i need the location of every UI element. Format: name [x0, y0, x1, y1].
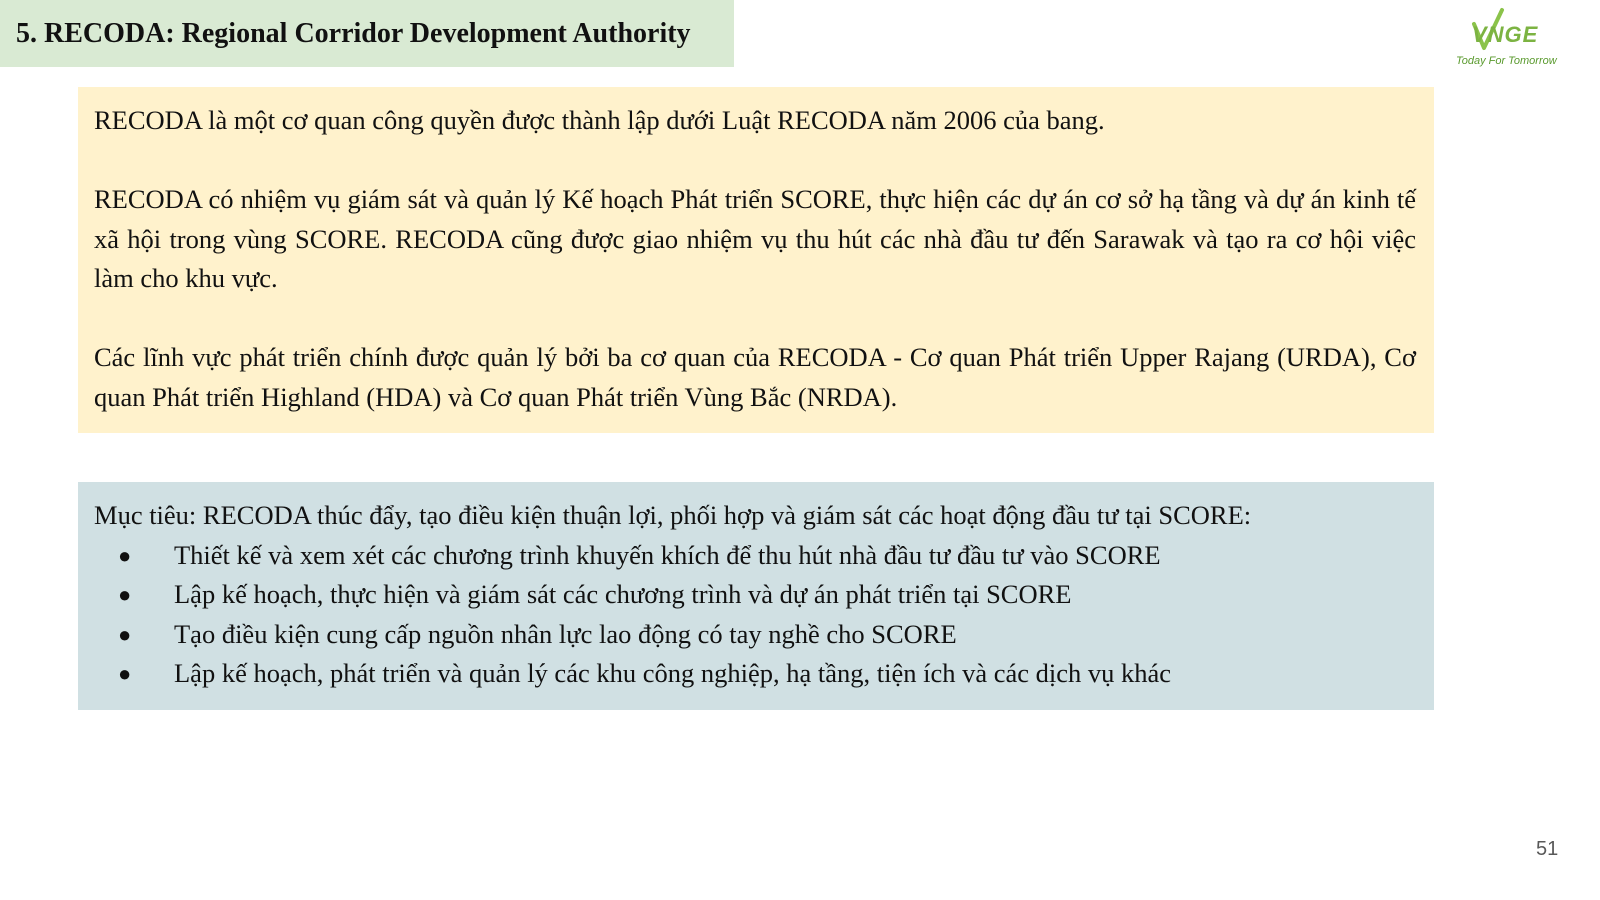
goal-text: Lập kế hoạch, thực hiện và giám sát các chương trình và dự án phát triển tại SCORE — [174, 579, 1072, 609]
list-item — [94, 654, 1416, 694]
intro-paragraph: RECODA là một cơ quan công quyền được thành lập dưới Luật RECODA năm 2006 của bang. — [94, 105, 1105, 135]
bullet-icon: ● — [118, 582, 132, 607]
bullet-icon: ● — [118, 661, 132, 686]
goals-box — [78, 482, 1434, 710]
goal-text: Lập kế hoạch, phát triển và quản lý các khu công nghiệp, hạ tầng, tiện ích và các dịch vụ khác — [174, 658, 1172, 688]
goals-list — [94, 536, 1416, 694]
list-item — [94, 536, 1416, 576]
intro-box — [78, 87, 1434, 433]
bullet-icon: ● — [118, 542, 132, 568]
slide-title-bar — [0, 0, 734, 67]
goals-intro: Mục tiêu: RECODA thúc đẩy, tạo điều kiện thuận lợi, phối hợp và giám sát các hoạt động đầu tư tại SCORE: — [94, 500, 1252, 530]
list-item — [94, 615, 1416, 655]
logo-tagline: Today For Tomorrow — [1456, 55, 1557, 67]
goal-text: Tạo điều kiện cung cấp nguồn nhân lực lao động có tay nghề cho SCORE — [174, 618, 957, 649]
page-number: 51 — [1536, 838, 1559, 860]
logo-wordmark: VNGE — [1472, 22, 1539, 47]
intro-paragraph: Các lĩnh vực phát triển chính được quản lý bởi ba cơ quan của RECODA - Cơ quan Phát triển Upper Rajang (URDA), Cơ quan Phát triển Highland (HDA) và Cơ quan Phát triển Vùng Bắc (NRDA). — [94, 342, 1416, 412]
list-item — [94, 575, 1416, 615]
vnge-logo — [1450, 4, 1590, 72]
goal-text: Thiết kế và xem xét các chương trình khuyến khích để thu hút nhà đầu tư đầu tư vào SCORE — [174, 539, 1161, 570]
bullet-icon: ● — [118, 621, 132, 647]
intro-paragraph: RECODA có nhiệm vụ giám sát và quản lý Kế hoạch Phát triển SCORE, thực hiện các dự án cơ sở hạ tầng và dự án kinh tế xã hội trong vùng SCORE. RECODA cũng được giao nhiệm vụ thu hút các nhà đầu tư đến Sarawak và tạo ra cơ hội việc làm cho khu vực. — [94, 184, 1416, 293]
slide-title: 5. RECODA: Regional Corridor Development Authority — [16, 17, 691, 49]
